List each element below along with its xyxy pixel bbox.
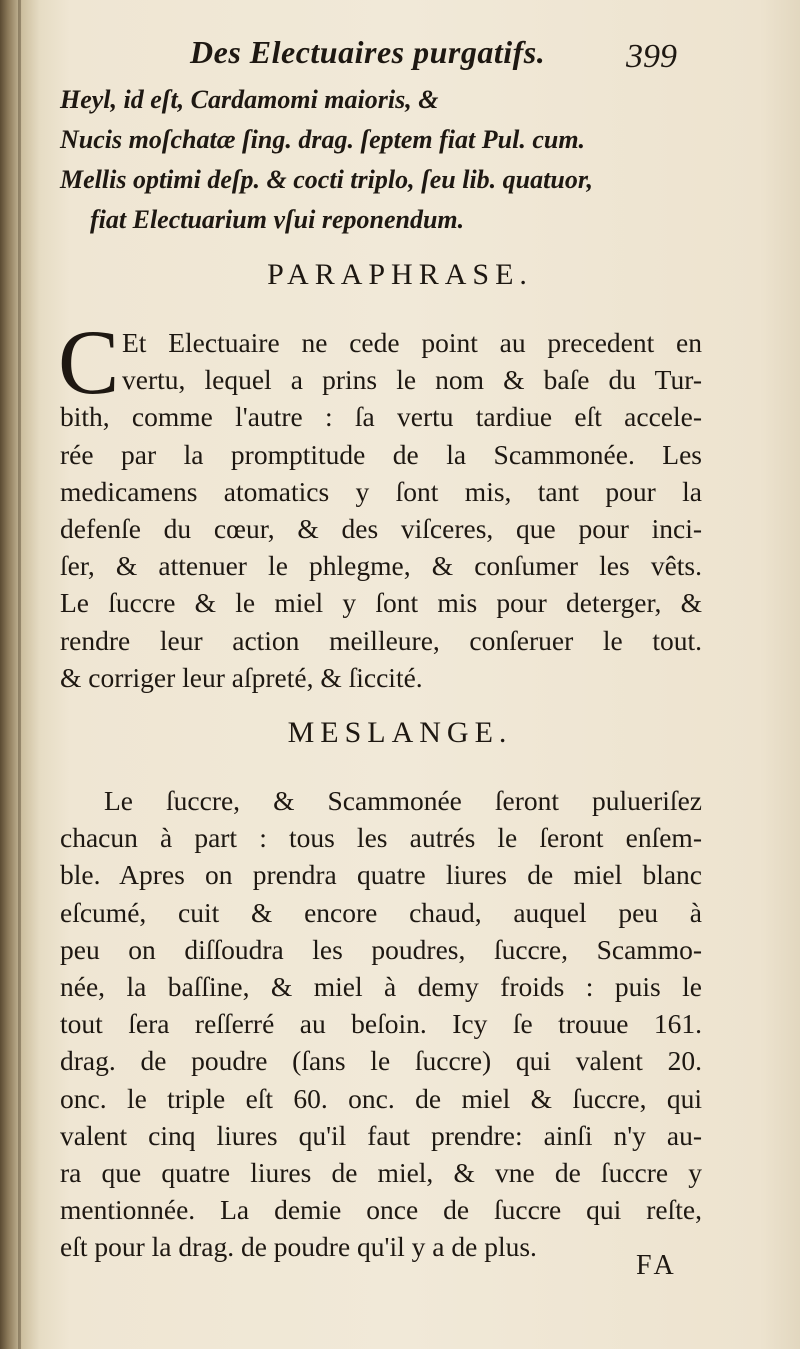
recipe-line: Mellis optimi deſp. & cocti triplo, ſeu lib. quatuor,	[60, 165, 594, 194]
paragraph-line: ble. Apres on prendra quatre liures de miel blanc	[60, 859, 702, 891]
paragraph-line: drag. de poudre (ſans le ſuccre) qui valent 20.	[60, 1045, 702, 1077]
page-header	[0, 34, 800, 84]
paragraph-line: vertu, lequel a prins le nom & baſe du Tur-	[122, 364, 702, 396]
paragraph-line: onc. le triple eſt 60. onc. de miel & ſuccre, qui	[60, 1082, 702, 1114]
paragraph-line: bith, comme l'autre : ſa vertu tardiue eſt accele-	[60, 401, 702, 433]
paragraph-line: Le ſuccre, & Scammonée ſeront pulueriſez	[104, 785, 702, 816]
paragraph-line: valent cinq liures qu'il faut prendre: ainſi n'y au-	[60, 1119, 702, 1151]
paragraph-line: eſcumé, cuit & encore chaud, auquel peu à	[60, 896, 702, 928]
recipe-line: fiat Electuarium vſui reponendum.	[90, 205, 465, 234]
drop-cap: C	[58, 311, 120, 413]
paragraph-line: tout ſera reſſerré au beſoin. Icy ſe trouue 161.	[60, 1008, 702, 1040]
paragraph-line: rendre leur action meilleure, conſeruer le tout.	[60, 624, 702, 656]
paragraph-line: & corriger leur aſpreté, & ſiccité.	[60, 661, 423, 693]
paragraph-line: née, la baſſine, & miel à demy froids : puis le	[60, 971, 702, 1003]
paragraph-line: Le ſuccre & le miel y ſont mis pour deterger, &	[60, 587, 702, 619]
paragraph-line: Et Electuaire ne cede point au precedent en	[122, 327, 702, 358]
paragraph-line: defenſe du cœur, & des viſceres, que pour inci-	[60, 513, 702, 545]
catchword: FA	[636, 1250, 678, 1281]
paraphrase-paragraph	[58, 311, 702, 696]
paragraph-line: ſer, & attenuer le phlegme, & conſumer les vêts.	[60, 550, 702, 582]
paragraph-line: mentionnée. La demie once de ſuccre qui reſte,	[60, 1194, 702, 1226]
binding-gutter	[18, 0, 21, 1349]
paraphrase-heading: PARAPHRASE.	[267, 258, 533, 291]
paragraph-line: eſt pour la drag. de poudre qu'il y a de plus.	[60, 1231, 537, 1263]
recipe-line: Heyl, id eſt, Cardamomi maioris, &	[60, 85, 439, 114]
meslange-paragraph	[60, 782, 702, 1266]
paragraph-line: rée par la promptitude de la Scammonée. Les	[60, 438, 702, 470]
paragraph-line: peu on diſſoudra les poudres, ſuccre, Scammo-	[60, 933, 702, 965]
meslange-heading: MESLANGE.	[287, 716, 513, 749]
paragraph-line: chacun à part : tous les autrés le ſeront enſem-	[60, 822, 702, 854]
paragraph-line: ra que quatre liures de miel, & vne de ſuccre y	[60, 1157, 702, 1189]
paragraph-line: medicamens atomatics y ſont mis, tant pour la	[60, 475, 702, 507]
recipe-block	[60, 80, 720, 240]
running-title: Des Electuaires purgatifs.	[190, 34, 546, 70]
recipe-line: Nucis moſchatæ ſing. drag. ſeptem fiat Pul. cum.	[60, 125, 586, 154]
page-number: 399	[626, 38, 677, 75]
